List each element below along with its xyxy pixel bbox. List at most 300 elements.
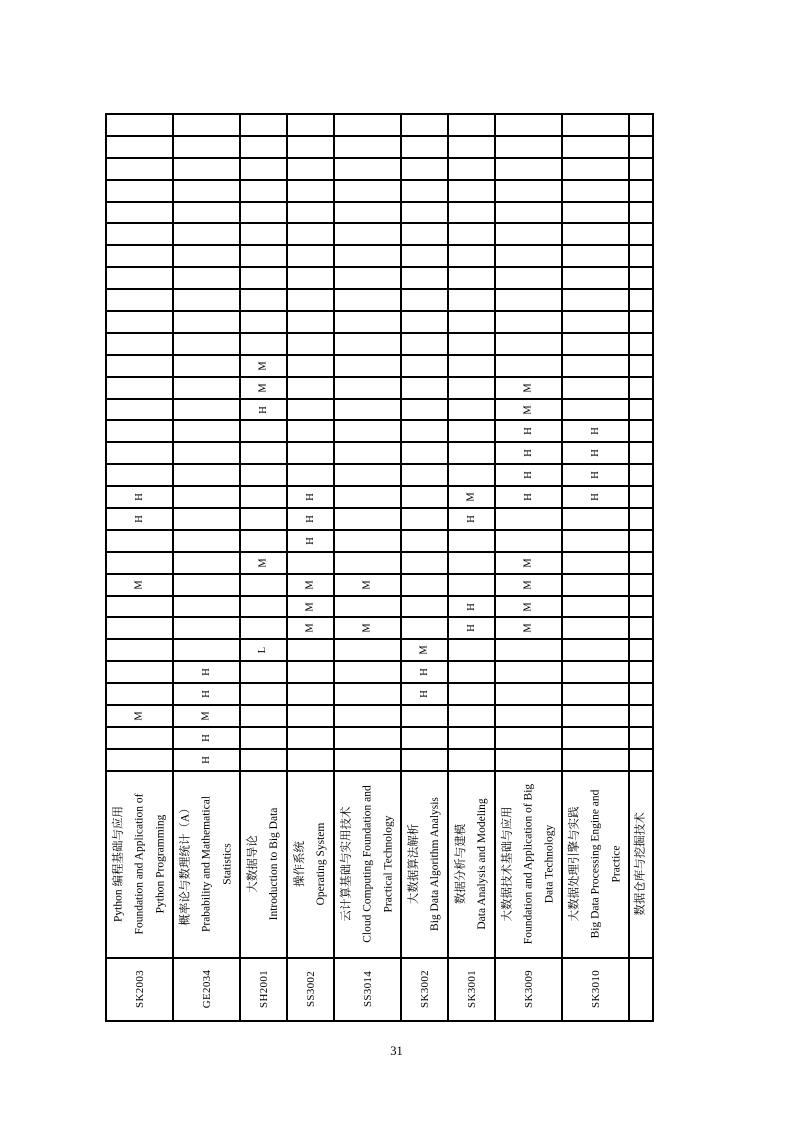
indicator-cell [107,115,172,137]
indicator-cell [241,531,286,553]
course-row [107,115,174,1022]
support-level-mark: M [418,645,430,655]
indicator-cell [241,706,286,728]
indicator-cell [402,618,447,640]
indicator-cell [241,443,286,465]
support-level-mark: H [465,515,477,523]
indicator-cell [335,378,400,400]
indicator-cell [402,487,447,509]
indicator-cell [107,597,172,619]
indicator-cell [335,159,400,181]
indicator-cell [241,181,286,203]
course-name [175,774,238,955]
indicator-cell [174,728,239,750]
support-level-mark: H [522,471,534,479]
support-level-mark: H [418,690,430,698]
indicator-cell [563,181,628,203]
indicator-cell [402,159,447,181]
indicator-cell [174,246,239,268]
indicator-cell [496,224,561,246]
indicator-cell [402,181,447,203]
indicator-cell [174,618,239,640]
indicator-cell [449,706,494,728]
indicator-cell [496,684,561,706]
course-name-line: 概率论与数理统计（A） [179,802,191,926]
indicator-cell [449,378,494,400]
indicator-cell [288,640,333,662]
indicator-cell [563,159,628,181]
indicator-cell [107,750,172,772]
indicator-cell [288,487,333,509]
indicator-cell [563,290,628,312]
course-row [496,115,563,1022]
indicator-cell [288,465,333,487]
indicator-cell [107,400,172,422]
indicator-cell [449,224,494,246]
course-name-cell [288,772,333,959]
indicator-cell [496,400,561,422]
indicator-cell [288,268,333,290]
course-name-line: Statistics [221,843,233,885]
course-name-cell [449,772,494,959]
indicator-cell [563,640,628,662]
indicator-cell [630,181,652,203]
indicator-cell [402,421,447,443]
support-level-mark: H [589,471,601,479]
indicator-cell [563,246,628,268]
indicator-cell [496,181,561,203]
indicator-cell [563,575,628,597]
support-level-mark: M [304,623,316,634]
indicator-cell [630,750,652,772]
indicator-cell [335,465,400,487]
indicator-cell [241,290,286,312]
indicator-cell [335,618,400,640]
indicator-cell [335,137,400,159]
indicator-cell [241,137,286,159]
indicator-cell [335,356,400,378]
indicator-cell [107,728,172,750]
indicator-cell [449,268,494,290]
indicator-cell [630,618,652,640]
course-row [630,115,654,1022]
course-name-line: Python 编程基础与应用 [112,806,124,923]
indicator-cell [563,421,628,443]
indicator-cell [630,356,652,378]
course-name-line: 大数据算法解析 [407,823,420,905]
indicator-cell [288,356,333,378]
support-level-mark: H [465,602,477,611]
support-level-mark: H [304,537,316,545]
indicator-cell [241,159,286,181]
indicator-cell [496,137,561,159]
indicator-cell [449,684,494,706]
indicator-cell [402,356,447,378]
indicator-cell [107,203,172,225]
course-name-cell [496,772,561,959]
indicator-cell [630,509,652,531]
course-code-cell [335,959,400,1022]
indicator-cell [241,553,286,575]
indicator-cell [563,378,628,400]
course-row [241,115,288,1022]
indicator-cell [563,618,628,640]
support-level-mark: H [257,405,269,414]
indicator-cell [174,487,239,509]
indicator-cell [288,312,333,334]
course-code: SK2003 [133,970,146,1009]
indicator-cell [630,312,652,334]
indicator-cell [335,181,400,203]
course-name [631,774,652,955]
indicator-cell [241,115,286,137]
indicator-cell [107,290,172,312]
indicator-cell [241,684,286,706]
course-name-line: 操作系统 [293,841,306,888]
course-name-line: Practice [610,845,622,883]
indicator-cell [630,487,652,509]
indicator-cell [174,290,239,312]
support-level-mark: H [465,624,477,633]
indicator-cell [496,618,561,640]
indicator-cell [335,334,400,356]
indicator-cell [630,334,652,356]
indicator-cell [449,597,494,619]
indicator-cell [335,246,400,268]
indicator-cell [496,487,561,509]
indicator-cell [288,181,333,203]
indicator-cell [630,268,652,290]
course-name-line: Big Data Processing Engine and [589,789,601,939]
course-name-line: Introduction to Big Data [267,807,280,921]
indicator-cell [174,662,239,684]
course-name [290,774,332,955]
indicator-cell [241,356,286,378]
course-code-cell [241,959,286,1022]
indicator-cell [449,750,494,772]
course-name-line: 大数据导论 [246,835,259,893]
indicator-cell [563,400,628,422]
indicator-cell [335,684,400,706]
indicator-cell [449,509,494,531]
indicator-cell [496,203,561,225]
indicator-cell [107,268,172,290]
course-code: SK3009 [522,970,535,1009]
course-name-line: Data Analysis and Modeling [475,798,488,930]
indicator-cell [449,400,494,422]
indicator-cell [241,618,286,640]
indicator-cell [630,553,652,575]
indicator-cell [335,553,400,575]
indicator-cell [496,640,561,662]
course-code: SK3001 [465,970,478,1009]
indicator-cell [288,443,333,465]
indicator-cell [288,224,333,246]
support-level-mark: M [304,579,316,590]
indicator-cell [107,443,172,465]
indicator-cell [107,684,172,706]
course-name-cell [402,772,447,959]
support-level-mark: M [257,361,269,371]
indicator-cell [174,531,239,553]
indicator-cell [107,137,172,159]
indicator-cell [174,378,239,400]
indicator-cell [107,246,172,268]
indicator-cell [288,378,333,400]
support-level-mark: M [465,492,477,502]
course-name [564,774,627,955]
support-level-mark: H [200,734,212,742]
support-level-mark: H [522,493,534,501]
indicator-cell [107,334,172,356]
indicator-cell [496,443,561,465]
indicator-cell [288,509,333,531]
indicator-cell [241,662,286,684]
course-name-line: 大数据技术基础与应用 [501,806,513,922]
support-level-mark: M [133,711,145,721]
course-name [336,774,399,955]
course-name-line: Operating System [314,822,327,906]
indicator-cell [335,597,400,619]
indicator-cell [402,575,447,597]
indicator-cell [449,137,494,159]
indicator-cell [107,224,172,246]
indicator-cell [241,728,286,750]
course-name [108,774,171,955]
course-name-line: Foundation and Application of [133,793,145,935]
indicator-cell [563,553,628,575]
indicator-cell [241,640,286,662]
indicator-cell [335,115,400,137]
indicator-cell [496,509,561,531]
indicator-cell [402,443,447,465]
indicator-cell [630,575,652,597]
indicator-cell [563,224,628,246]
course-code-cell [174,959,239,1022]
indicator-cell [402,246,447,268]
indicator-cell [496,115,561,137]
course-code: SH2001 [257,970,270,1009]
indicator-cell [107,181,172,203]
indicator-cell [335,203,400,225]
indicator-cell [449,356,494,378]
indicator-cell [496,553,561,575]
indicator-cell [241,509,286,531]
indicator-cell [107,465,172,487]
course-code: SK3010 [589,970,602,1009]
indicator-cell [402,224,447,246]
indicator-cell [449,246,494,268]
indicator-cell [630,421,652,443]
indicator-cell [241,268,286,290]
indicator-cell [288,159,333,181]
indicator-cell [241,378,286,400]
indicator-cell [174,465,239,487]
course-name-cell [174,772,239,959]
course-row [174,115,241,1022]
indicator-cell [449,575,494,597]
indicator-cell [402,684,447,706]
indicator-cell [107,553,172,575]
indicator-cell [335,728,400,750]
course-row [402,115,449,1022]
indicator-cell [496,706,561,728]
indicator-cell [288,531,333,553]
indicator-cell [402,706,447,728]
indicator-cell [563,356,628,378]
indicator-cell [174,115,239,137]
indicator-cell [630,203,652,225]
indicator-cell [241,224,286,246]
indicator-cell [402,531,447,553]
indicator-cell [174,509,239,531]
support-level-mark: M [361,623,373,634]
indicator-cell [449,465,494,487]
support-level-mark: M [522,601,534,612]
indicator-cell [241,487,286,509]
indicator-cell [449,203,494,225]
indicator-cell [630,662,652,684]
course-code-cell [563,959,628,1022]
indicator-cell [563,531,628,553]
course-name-line: Prabability and Mathematical [200,796,212,933]
indicator-cell [449,159,494,181]
indicator-cell [563,203,628,225]
indicator-cell [563,684,628,706]
indicator-cell [402,115,447,137]
indicator-cell [630,246,652,268]
course-name-line: Foundation and Application of Big [522,784,534,945]
indicator-cell [496,334,561,356]
indicator-cell [563,137,628,159]
course-name-cell [107,772,172,959]
course-code: SS3002 [304,971,317,1008]
indicator-cell [402,728,447,750]
indicator-cell [107,509,172,531]
indicator-cell [174,268,239,290]
indicator-cell [335,531,400,553]
indicator-cell [107,159,172,181]
indicator-cell [563,268,628,290]
indicator-cell [288,246,333,268]
indicator-cell [174,553,239,575]
course-name-cell [335,772,400,959]
indicator-cell [563,728,628,750]
support-level-mark: H [200,690,212,698]
course-code-cell [288,959,333,1022]
indicator-cell [174,597,239,619]
indicator-cell [630,137,652,159]
indicator-cell [288,290,333,312]
support-level-mark: H [589,493,601,501]
support-level-mark: H [522,449,534,458]
indicator-cell [563,706,628,728]
indicator-cell [335,750,400,772]
indicator-cell [630,597,652,619]
indicator-cell [107,640,172,662]
indicator-cell [288,575,333,597]
support-level-mark: H [589,449,601,458]
indicator-cell [335,400,400,422]
support-level-mark: M [522,623,534,634]
indicator-cell [563,465,628,487]
indicator-cell [288,421,333,443]
indicator-cell [241,246,286,268]
indicator-cell [630,443,652,465]
course-row [449,115,496,1022]
course-name [243,774,285,955]
indicator-cell [174,640,239,662]
indicator-cell [107,575,172,597]
indicator-cell [288,618,333,640]
course-name-line: 云计算基础与实用技术 [340,806,352,922]
indicator-cell [335,290,400,312]
course-name-line: 数据仓库与挖掘技术 [634,812,647,916]
indicator-cell [335,509,400,531]
indicator-cell [496,575,561,597]
indicator-cell [563,115,628,137]
indicator-cell [630,115,652,137]
indicator-cell [174,334,239,356]
indicator-cell [107,421,172,443]
support-level-mark: M [257,558,269,568]
indicator-cell [288,137,333,159]
indicator-cell [402,268,447,290]
indicator-cell [496,728,561,750]
indicator-cell [449,618,494,640]
course-code: GE2034 [200,969,213,1009]
support-level-mark: H [133,493,145,501]
support-level-mark: M [522,579,534,590]
indicator-cell [107,618,172,640]
course-name-cell [241,772,286,959]
indicator-cell [402,290,447,312]
indicator-cell [288,728,333,750]
indicator-cell [107,706,172,728]
indicator-cell [449,531,494,553]
course-code: SS3014 [361,971,374,1008]
indicator-cell [402,597,447,619]
support-level-mark: H [418,668,430,676]
indicator-cell [288,553,333,575]
support-level-mark: H [133,515,145,523]
indicator-cell [241,421,286,443]
indicator-cell [288,684,333,706]
course-name-line: Data Technology [543,824,555,904]
indicator-cell [630,290,652,312]
indicator-cell [496,246,561,268]
course-name-line: Big Data Algorithm Analysis [428,797,441,932]
course-code-cell [630,959,652,1022]
course-code-cell [107,959,172,1022]
indicator-cell [563,597,628,619]
indicator-cell [496,312,561,334]
indicator-cell [630,531,652,553]
indicator-cell [174,400,239,422]
support-level-mark: H [304,493,316,501]
support-level-mark: M [133,579,145,590]
indicator-cell [402,203,447,225]
indicator-cell [563,443,628,465]
indicator-cell [496,597,561,619]
indicator-cell [563,509,628,531]
indicator-cell [449,290,494,312]
indicator-cell [241,400,286,422]
course-name-cell [630,772,652,959]
support-level-mark: H [304,515,316,523]
indicator-cell [288,706,333,728]
indicator-cell [449,640,494,662]
